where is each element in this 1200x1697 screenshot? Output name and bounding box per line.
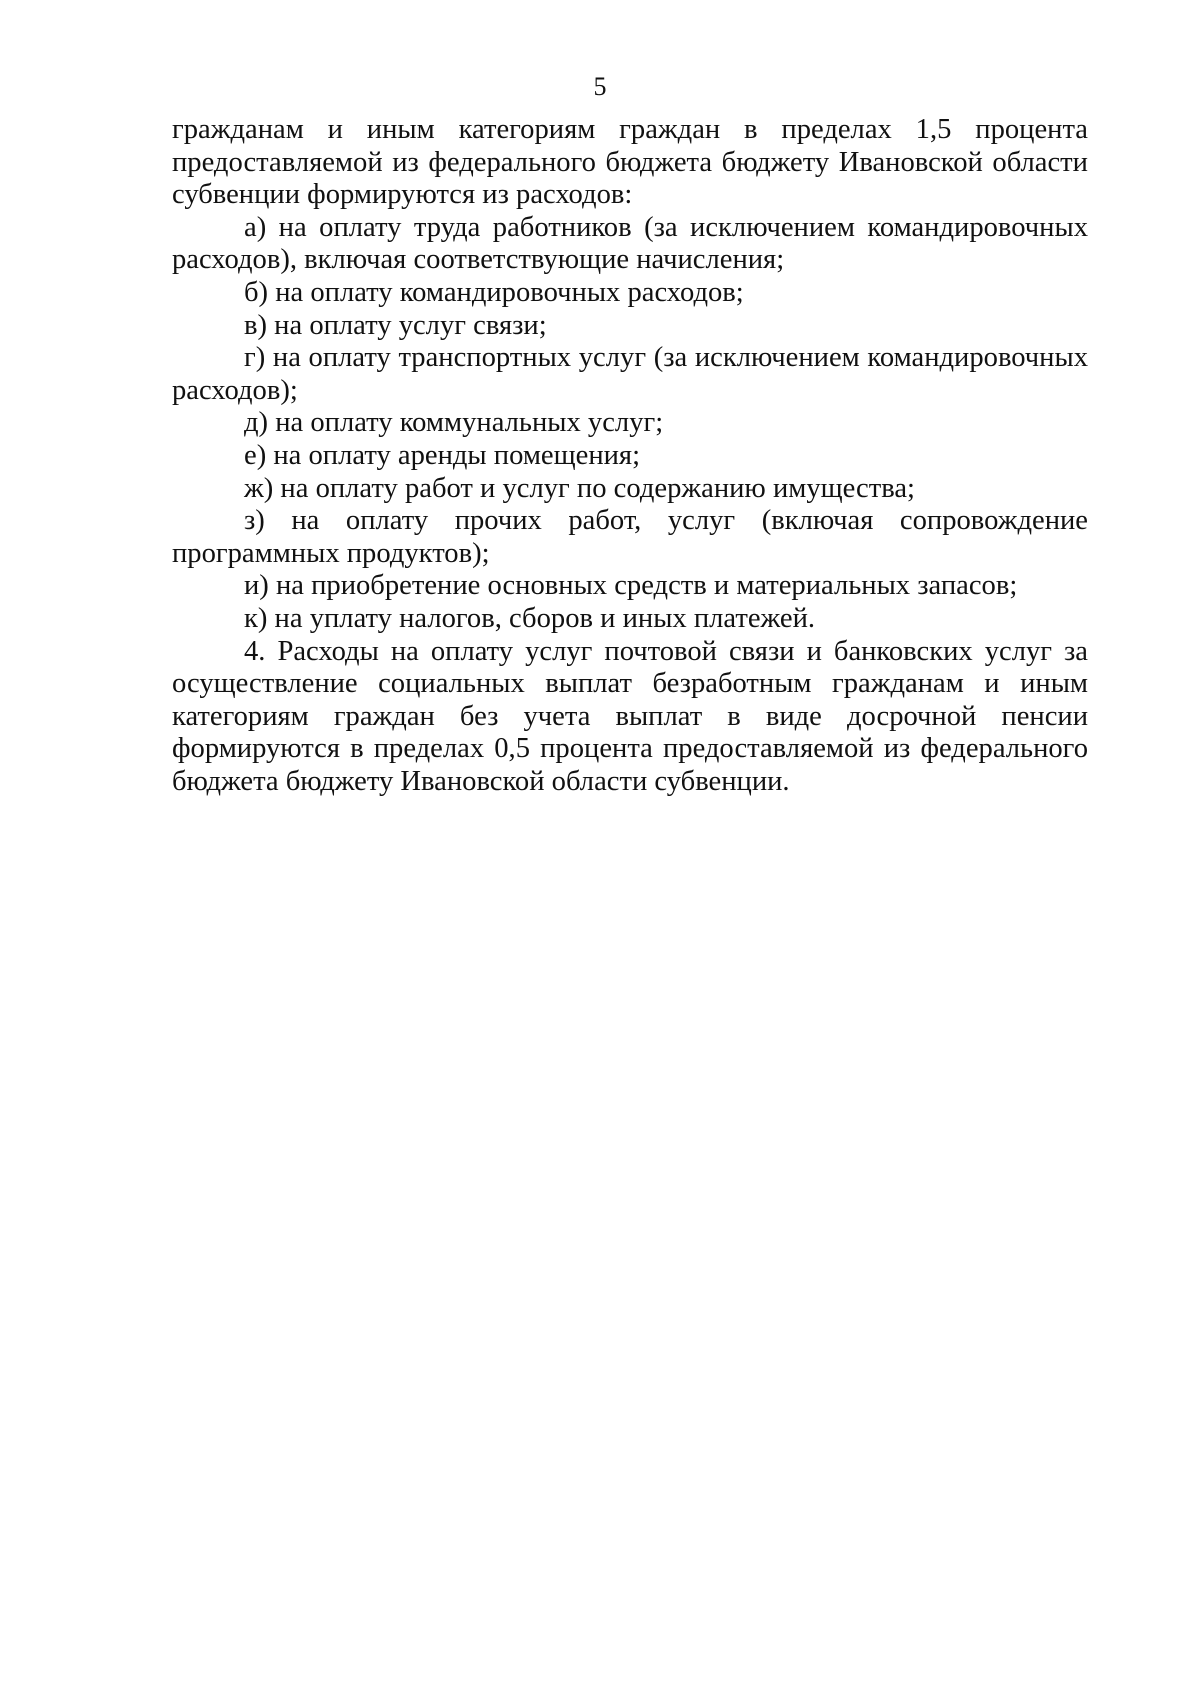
page-number: 5 (593, 72, 607, 101)
list-item-e: е) на оплату аренды помещения; (244, 439, 641, 471)
list-item-g: г) на оплату транспортных услуг (за исключением командировочных расходов); (172, 342, 1088, 406)
list-item-k: к) на уплату налогов, сборов и иных платежей. (244, 602, 816, 634)
list-item-d: д) на оплату коммунальных услуг; (244, 407, 664, 439)
paragraph-section-4: 4. Расходы на оплату услуг почтовой связи и банковских услуг за осуществление социальных выплат безработным гражданам и иным категориям граждан без учета выплат в виде досрочной пенсии формируются в пределах 0,5 процента предоставляемой из федерального бюджета бюджету Ивановской области субвенции. (172, 635, 1088, 797)
list-item-i: и) на приобретение основных средств и материальных запасов; (244, 570, 1018, 602)
list-item-a: а) на оплату труда работников (за исключением командировочных расходов), включая соответствующие начисления; (172, 211, 1088, 276)
paragraph-intro-continuation: гражданам и иным категориям граждан в пределах 1,5 процента предоставляемой из федерального бюджета бюджету Ивановской области субвенции формируются из расходов: (172, 114, 1088, 211)
list-item-v: в) на оплату услуг связи; (244, 309, 547, 341)
list-item-z: з) на оплату прочих работ, услуг (включая сопровождение программных продуктов); (172, 505, 1088, 569)
list-item-zh: ж) на оплату работ и услуг по содержанию имущества; (244, 472, 916, 504)
document-body (172, 114, 1088, 798)
list-item-b: б) на оплату командировочных расходов; (244, 276, 744, 308)
